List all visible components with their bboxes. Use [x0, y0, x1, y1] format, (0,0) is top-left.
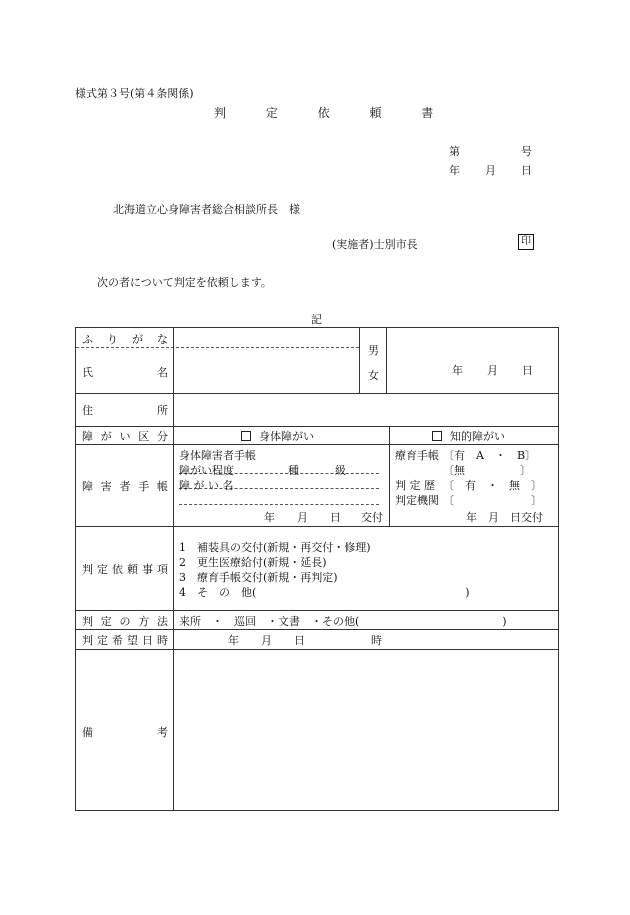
- number-suffix: 号: [521, 145, 532, 158]
- furigana-label: ふ り が な: [82, 333, 168, 346]
- date-month: 月: [485, 164, 496, 177]
- handbook-label: 障 害 者 手 帳: [82, 480, 168, 493]
- option-intellectual[interactable]: 知的障がい: [432, 428, 505, 444]
- form-number: 様式第３号(第４条関係): [75, 87, 194, 100]
- grade-label: 級: [335, 464, 346, 477]
- request-item[interactable]: 1 補装具の交付(新規・再交付・修理): [179, 541, 371, 554]
- method-label: 判 定 の 方 法: [82, 615, 168, 628]
- title-char: 判: [213, 106, 226, 120]
- request-item[interactable]: 3 療育手帳交付(新規・再判定): [179, 571, 338, 584]
- issued-month: 月: [297, 511, 308, 524]
- sex-female[interactable]: 女: [368, 369, 379, 382]
- title-char: 依: [317, 106, 330, 120]
- document-title: [196, 104, 451, 121]
- agency-value: 〔 〕: [443, 494, 542, 507]
- issued-label: 交付: [361, 511, 383, 524]
- title-char: 定: [265, 106, 278, 120]
- degree-label: 障がい程度: [179, 464, 234, 477]
- requester: (実施者)士別市長: [332, 238, 418, 251]
- sex-male[interactable]: 男: [368, 344, 379, 357]
- title-char: 頼: [369, 106, 382, 120]
- disability-name-label: 障 が い 名: [179, 479, 234, 492]
- request-item[interactable]: 2 更生医療給付(新規・延長): [179, 556, 327, 569]
- history-value: 〔 有 ・ 無 〕: [443, 479, 542, 492]
- date-year: 年: [449, 164, 460, 177]
- name-label: 氏 名: [82, 366, 168, 379]
- ryoiku-issued: 年 月 日交付: [466, 511, 543, 524]
- addressee: 北海道立心身障害者総合相談所長 様: [113, 203, 300, 216]
- checkbox-icon[interactable]: [432, 431, 442, 441]
- request-item[interactable]: 4 そ の 他( ): [179, 586, 470, 599]
- remarks-area[interactable]: [174, 650, 557, 809]
- address-label: 住 所: [82, 404, 168, 417]
- checkbox-icon[interactable]: [241, 431, 251, 441]
- date-value[interactable]: 年 月 日 時: [228, 634, 382, 647]
- title-char: 書: [421, 106, 434, 120]
- ryoiku-has: 〔有 A ・ B〕: [443, 449, 537, 462]
- birth-year: 年: [452, 364, 463, 377]
- history-label: 判 定 歴: [395, 479, 435, 492]
- agency-label: 判定機関: [395, 494, 439, 507]
- birth-month: 月: [487, 364, 498, 377]
- intro-text: 次の者について判定を依頼します。: [97, 276, 272, 289]
- seal-mark: 印: [518, 234, 534, 250]
- date-label: 判 定 希 望 日 時: [82, 634, 168, 647]
- method-value[interactable]: 来所 ・ 巡回 ・文書 ・その他( ): [179, 615, 507, 628]
- date-day: 日: [521, 164, 532, 177]
- request-label: 判 定 依 頼 事 項: [82, 563, 168, 576]
- physical-handbook: 身体障害者手帳: [179, 449, 256, 462]
- birth-day: 日: [522, 364, 533, 377]
- number-prefix: 第: [449, 145, 460, 158]
- issued-day: 日: [330, 511, 341, 524]
- issued-year: 年: [264, 511, 275, 524]
- ryoiku-none: 〔無 〕: [443, 464, 531, 477]
- remarks-label: 備 考: [82, 726, 168, 739]
- option-physical[interactable]: 身体障がい: [241, 428, 314, 444]
- disability-class-label: 障 が い 区 分: [82, 430, 168, 443]
- request-form: [75, 327, 559, 811]
- ryoiku-label: 療育手帳: [395, 449, 439, 462]
- ki-mark: 記: [311, 313, 322, 326]
- kind-label: 種: [288, 464, 299, 477]
